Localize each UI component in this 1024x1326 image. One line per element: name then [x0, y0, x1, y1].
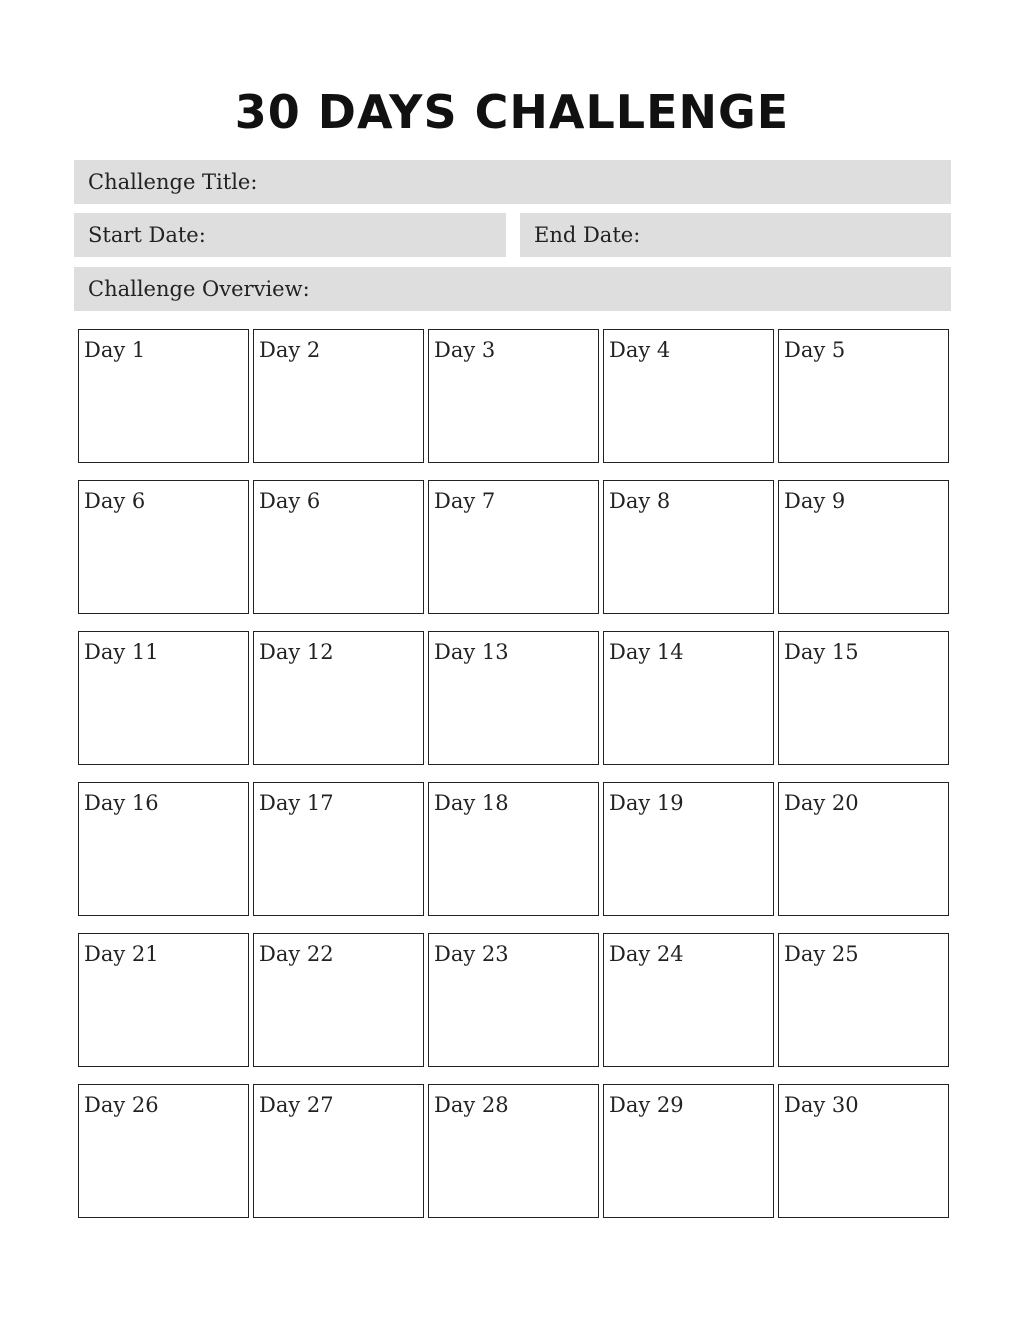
- day-label: Day 3: [434, 338, 496, 362]
- day-label: Day 17: [259, 791, 334, 815]
- end-date-label: End Date:: [534, 223, 641, 247]
- day-box[interactable]: [78, 329, 249, 463]
- day-label: Day 4: [609, 338, 671, 362]
- day-label: Day 16: [84, 791, 159, 815]
- day-label: Day 9: [784, 489, 846, 513]
- end-date-field[interactable]: [520, 213, 951, 257]
- day-label: Day 13: [434, 640, 509, 664]
- day-box[interactable]: [603, 782, 774, 916]
- day-box[interactable]: [78, 480, 249, 614]
- day-label: Day 14: [609, 640, 684, 664]
- day-label: Day 12: [259, 640, 334, 664]
- day-box[interactable]: [428, 933, 599, 1067]
- day-label: Day 23: [434, 942, 509, 966]
- day-box[interactable]: [778, 933, 949, 1067]
- day-label: Day 5: [784, 338, 846, 362]
- day-label: Day 28: [434, 1093, 509, 1117]
- day-box[interactable]: [778, 782, 949, 916]
- challenge-title-label: Challenge Title:: [88, 170, 258, 194]
- day-box[interactable]: [603, 329, 774, 463]
- page-title: 30 DAYS CHALLENGE: [234, 85, 790, 139]
- day-box[interactable]: [78, 1084, 249, 1218]
- day-label: Day 6: [259, 489, 321, 513]
- start-date-label: Start Date:: [88, 223, 206, 247]
- day-box[interactable]: [778, 329, 949, 463]
- day-label: Day 11: [84, 640, 159, 664]
- day-label: Day 29: [609, 1093, 684, 1117]
- challenge-overview-label: Challenge Overview:: [88, 277, 310, 301]
- day-box[interactable]: [253, 631, 424, 765]
- day-box[interactable]: [253, 1084, 424, 1218]
- day-label: Day 20: [784, 791, 859, 815]
- day-label: Day 2: [259, 338, 321, 362]
- day-box[interactable]: [428, 631, 599, 765]
- day-label: Day 8: [609, 489, 671, 513]
- day-box[interactable]: [78, 631, 249, 765]
- day-box[interactable]: [778, 1084, 949, 1218]
- day-box[interactable]: [603, 933, 774, 1067]
- day-box[interactable]: [78, 933, 249, 1067]
- day-grid: [78, 329, 951, 1218]
- day-label: Day 24: [609, 942, 684, 966]
- day-label: Day 27: [259, 1093, 334, 1117]
- day-box[interactable]: [603, 1084, 774, 1218]
- day-label: Day 21: [84, 942, 159, 966]
- day-box[interactable]: [253, 933, 424, 1067]
- day-box[interactable]: [428, 329, 599, 463]
- day-box[interactable]: [603, 631, 774, 765]
- challenge-title-field[interactable]: [74, 160, 951, 204]
- day-box[interactable]: [603, 480, 774, 614]
- day-label: Day 22: [259, 942, 334, 966]
- day-box[interactable]: [428, 782, 599, 916]
- day-box[interactable]: [253, 329, 424, 463]
- day-box[interactable]: [78, 782, 249, 916]
- day-box[interactable]: [778, 631, 949, 765]
- day-label: Day 25: [784, 942, 859, 966]
- challenge-overview-field[interactable]: [74, 267, 951, 311]
- day-label: Day 1: [84, 338, 146, 362]
- day-box[interactable]: [253, 782, 424, 916]
- day-box[interactable]: [428, 1084, 599, 1218]
- day-label: Day 19: [609, 791, 684, 815]
- day-box[interactable]: [253, 480, 424, 614]
- day-box[interactable]: [428, 480, 599, 614]
- day-label: Day 15: [784, 640, 859, 664]
- day-label: Day 26: [84, 1093, 159, 1117]
- day-label: Day 18: [434, 791, 509, 815]
- day-box[interactable]: [778, 480, 949, 614]
- day-label: Day 30: [784, 1093, 859, 1117]
- start-date-field[interactable]: [74, 213, 506, 257]
- day-label: Day 6: [84, 489, 146, 513]
- day-label: Day 7: [434, 489, 496, 513]
